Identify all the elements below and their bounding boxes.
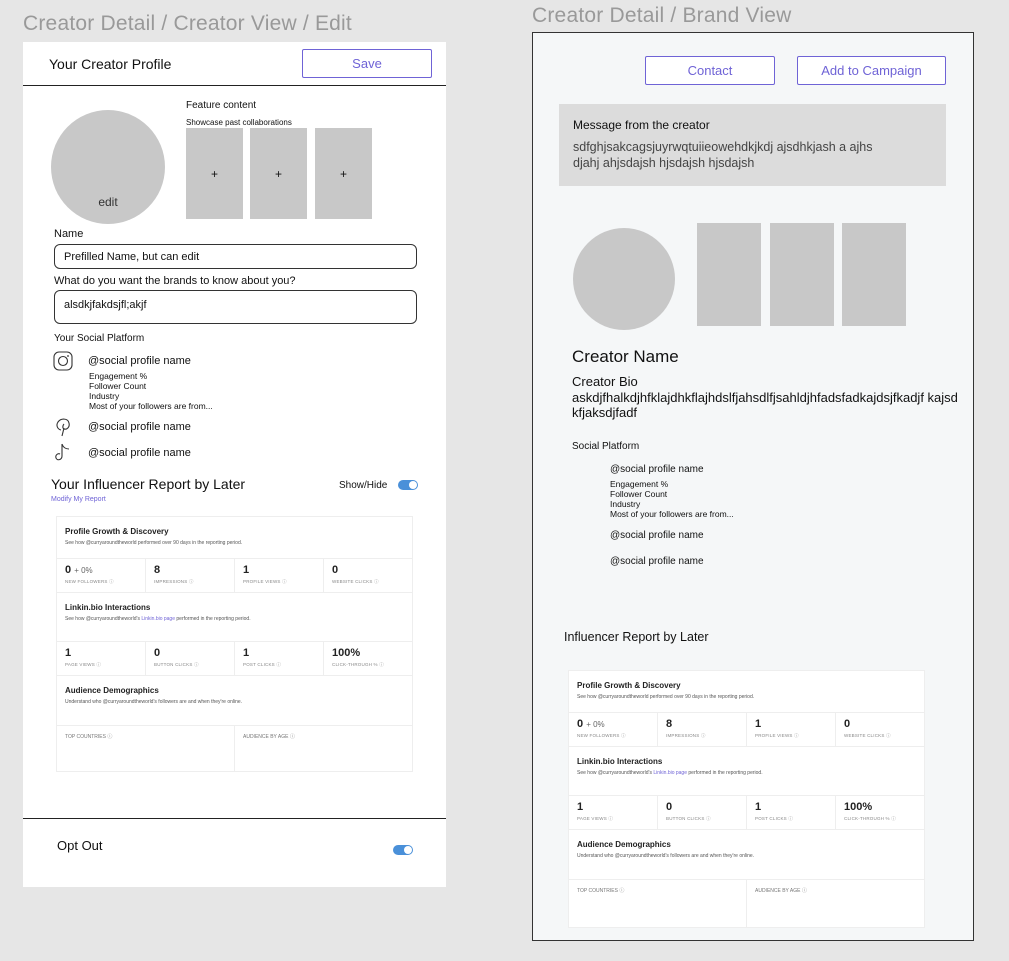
avatar-upload[interactable]	[51, 110, 165, 224]
stat-value: 1	[243, 647, 250, 659]
add-to-campaign-button[interactable]: Add to Campaign	[797, 56, 946, 85]
creator-name: Creator Name	[572, 347, 679, 366]
engagement-text: Engagement %	[89, 371, 148, 381]
creator-bio-text: askdjfhalkdjhfklajdhkflajhdslfjahsdlfjsahldjhfadsfadkajdsjfkadjf kajsdkfjaksdjfadf	[572, 390, 958, 420]
stat-value: 1	[577, 801, 584, 813]
demographics-desc: Understand who @curryaroundtheworld's followers are and when they're online.	[577, 853, 755, 859]
stat-value: 8	[666, 718, 673, 730]
growth-desc: See how @curryaroundtheworld performed over 90 days in the reporting period.	[65, 540, 243, 546]
creator-edit-frame	[23, 42, 446, 887]
industry-text: Industry	[610, 499, 641, 509]
stat-click-through	[324, 642, 412, 675]
divider	[23, 818, 446, 819]
message-title: Message from the creator	[573, 118, 710, 132]
report-title: Your Influencer Report by Later	[51, 476, 246, 492]
show-hide-toggle[interactable]	[398, 480, 418, 490]
modify-report-link[interactable]: Modify My Report	[51, 496, 106, 503]
linkin-desc	[577, 770, 924, 776]
stat-new-followers	[569, 713, 658, 746]
stat-page-views	[569, 796, 658, 829]
growth-title: Profile Growth & Discovery	[65, 527, 169, 536]
stat-value: 0	[666, 801, 673, 813]
linkin-title: Linkin.bio Interactions	[577, 757, 663, 766]
demographics-desc: Understand who @curryaroundtheworld's followers are and when they're online.	[65, 699, 243, 705]
report-title: Influencer Report by Later	[564, 630, 709, 644]
stat-value: 1	[65, 647, 72, 659]
featured-content-tile[interactable]	[697, 223, 761, 326]
featured-content-tile[interactable]	[770, 223, 834, 326]
stat-change: + 0%	[74, 566, 93, 575]
stat-label: CLICK-THROUGH % ⓘ	[332, 662, 384, 667]
stat-post-clicks	[747, 796, 836, 829]
top-countries-label: TOP COUNTRIES ⓘ	[569, 880, 747, 928]
social-handle[interactable]: @social profile name	[610, 556, 704, 567]
stat-value: 1	[755, 718, 762, 730]
stat-new-followers	[57, 559, 146, 592]
stat-label: BUTTON CLICKS ⓘ	[154, 662, 199, 667]
linkin-title: Linkin.bio Interactions	[65, 603, 151, 612]
brand-view-frame	[532, 32, 974, 941]
stat-label: PROFILE VIEWS ⓘ	[755, 733, 799, 738]
linkin-page-link[interactable]: Linkin.bio page	[141, 616, 175, 622]
engagement-text: Engagement %	[610, 479, 669, 489]
avatar-edit-label: edit	[98, 195, 118, 209]
opt-out-toggle[interactable]	[393, 845, 413, 855]
follower-location-text: Most of your followers are from...	[89, 401, 213, 411]
demographics-title: Audience Demographics	[577, 840, 671, 849]
follower-location-text: Most of your followers are from...	[610, 509, 734, 519]
growth-desc: See how @curryaroundtheworld performed over 90 days in the reporting period.	[577, 694, 755, 700]
social-handle-instagram[interactable]: @social profile name	[88, 355, 191, 367]
pinterest-icon	[53, 416, 73, 438]
stat-value: 0	[65, 564, 72, 576]
social-handle[interactable]: @social profile name	[610, 464, 704, 475]
showcase-add-tile[interactable]: +	[186, 128, 243, 219]
contact-button[interactable]: Contact	[645, 56, 775, 85]
creator-message-box	[559, 104, 946, 186]
about-field[interactable]: alsdkjfakdsjfl;akjf	[54, 290, 417, 324]
influencer-report-card	[568, 670, 925, 928]
linkin-stats	[569, 795, 924, 830]
growth-stats	[569, 712, 924, 747]
name-field[interactable]: Prefilled Name, but can edit	[54, 244, 417, 269]
linkin-desc-post: performed in the reporting period.	[687, 770, 763, 776]
demographics-row	[569, 879, 924, 928]
stat-value: 100%	[844, 801, 873, 813]
social-handle-pinterest[interactable]: @social profile name	[88, 421, 191, 433]
stat-label: POST CLICKS ⓘ	[755, 816, 794, 821]
stat-impressions	[658, 713, 747, 746]
audience-by-age-label: AUDIENCE BY AGE ⓘ	[243, 734, 295, 740]
demographics-row	[57, 725, 412, 772]
social-handle[interactable]: @social profile name	[610, 530, 704, 541]
showcase-add-tile[interactable]: +	[315, 128, 372, 219]
show-hide-label: Show/Hide	[339, 480, 388, 491]
audience-by-age-label: AUDIENCE BY AGE ⓘ	[755, 888, 807, 894]
stat-label: BUTTON CLICKS ⓘ	[666, 816, 711, 821]
message-body: sdfghjsakcagsjuyrwqtuiieowehdkjkdj ajsdhkjash a ajhs djahj ahjsdajsh hjsdajsh hjsdajsh	[573, 140, 873, 170]
stat-value: 0	[844, 718, 851, 730]
industry-text: Industry	[89, 391, 120, 401]
social-platform-label: Social Platform	[572, 441, 640, 452]
stat-label: POST CLICKS ⓘ	[243, 662, 282, 667]
right-frame-title: Creator Detail / Brand View	[532, 4, 792, 27]
stat-website-clicks	[836, 713, 924, 746]
linkin-desc	[65, 616, 412, 622]
stat-impressions	[146, 559, 235, 592]
stat-label: PAGE VIEWS ⓘ	[65, 662, 102, 667]
growth-title: Profile Growth & Discovery	[577, 681, 681, 690]
stat-label: NEW FOLLOWERS ⓘ	[65, 579, 114, 584]
demographics-title: Audience Demographics	[65, 686, 159, 695]
growth-stats	[57, 558, 412, 593]
stat-post-clicks	[235, 642, 324, 675]
stat-value: 0	[332, 564, 339, 576]
linkin-page-link[interactable]: Linkin.bio page	[653, 770, 687, 776]
featured-content-tile[interactable]	[842, 223, 906, 326]
stat-website-clicks	[324, 559, 412, 592]
showcase-label: Showcase past collaborations	[186, 118, 292, 127]
social-platform-label: Your Social Platform	[54, 333, 145, 344]
stat-value: 1	[243, 564, 250, 576]
profile-header	[23, 42, 446, 86]
social-stats-list	[89, 371, 213, 411]
tiktok-icon	[53, 442, 73, 464]
linkin-stats	[57, 641, 412, 676]
stat-label: PROFILE VIEWS ⓘ	[243, 579, 287, 584]
page-title: Your Creator Profile	[49, 56, 172, 72]
stat-label: IMPRESSIONS ⓘ	[666, 733, 706, 738]
influencer-report-card	[56, 516, 413, 772]
stat-label: WEBSITE CLICKS ⓘ	[332, 579, 379, 584]
showcase-add-tile[interactable]: +	[250, 128, 307, 219]
linkin-desc-pre: See how @curryaroundtheworld's	[65, 616, 142, 622]
stat-label: NEW FOLLOWERS ⓘ	[577, 733, 626, 738]
social-handle-tiktok[interactable]: @social profile name	[88, 447, 191, 459]
creator-bio-label: Creator Bio	[572, 374, 638, 389]
social-stats-list	[610, 479, 734, 519]
stat-value: 0	[577, 718, 584, 730]
stat-label: IMPRESSIONS ⓘ	[154, 579, 194, 584]
save-button[interactable]: Save	[302, 49, 432, 78]
stat-value: 8	[154, 564, 161, 576]
linkin-desc-post: performed in the reporting period.	[175, 616, 251, 622]
opt-out-label: Opt Out	[57, 838, 103, 853]
stat-label: WEBSITE CLICKS ⓘ	[844, 733, 891, 738]
left-frame-title: Creator Detail / Creator View / Edit	[23, 12, 352, 35]
stat-profile-views	[235, 559, 324, 592]
stat-profile-views	[747, 713, 836, 746]
stat-button-clicks	[146, 642, 235, 675]
feature-content-label: Feature content	[186, 100, 257, 111]
creator-avatar	[573, 228, 675, 330]
name-label: Name	[54, 228, 84, 240]
stat-value: 1	[755, 801, 762, 813]
stat-value: 100%	[332, 647, 361, 659]
follower-count-text: Follower Count	[610, 489, 668, 499]
stat-page-views	[57, 642, 146, 675]
stat-click-through	[836, 796, 924, 829]
linkin-desc-pre: See how @curryaroundtheworld's	[577, 770, 654, 776]
stat-label: CLICK-THROUGH % ⓘ	[844, 816, 896, 821]
stat-button-clicks	[658, 796, 747, 829]
stat-label: PAGE VIEWS ⓘ	[577, 816, 614, 821]
follower-count-text: Follower Count	[89, 381, 147, 391]
stat-value: 0	[154, 647, 161, 659]
top-countries-label: TOP COUNTRIES ⓘ	[57, 726, 235, 772]
instagram-icon	[53, 351, 73, 371]
about-label: What do you want the brands to know about you?	[54, 275, 296, 287]
stat-change: + 0%	[586, 720, 605, 729]
